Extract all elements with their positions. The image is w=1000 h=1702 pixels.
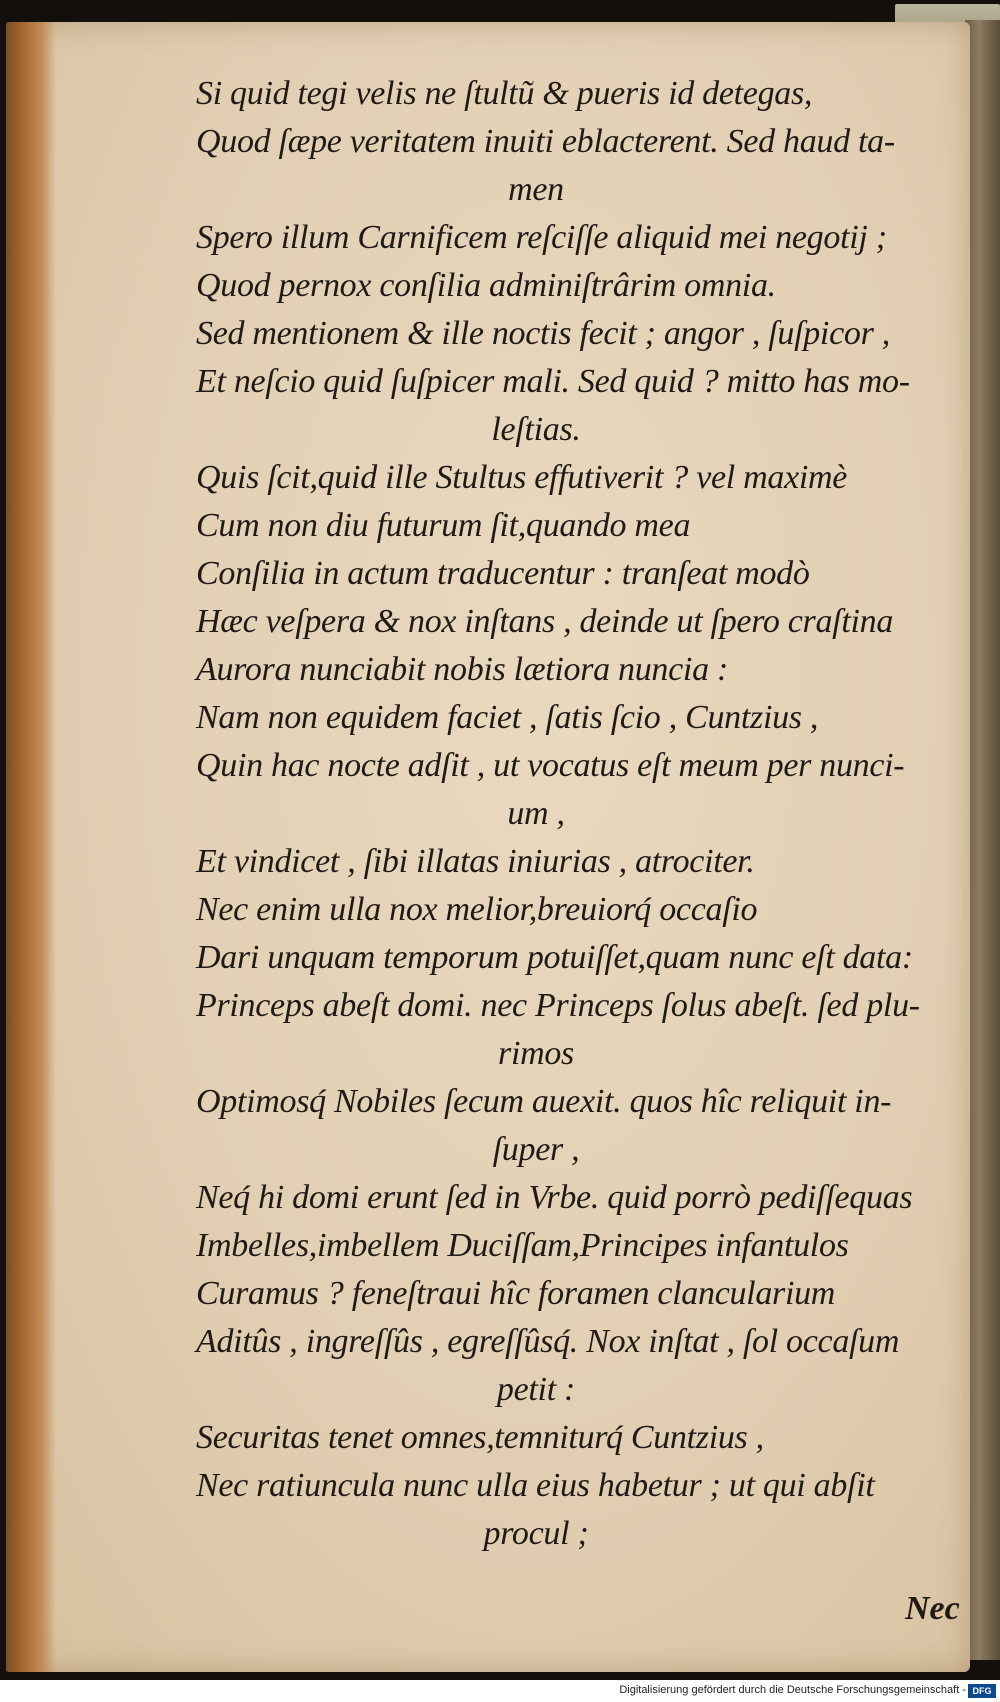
text-line: Quin hac nocte adſit , ut vocatus eſt meum per nunci- bbox=[196, 747, 905, 784]
footer-credit: Digitalisierung gefördert durch die Deutsche Forschungsgemeinschaft - bbox=[619, 1684, 966, 1696]
text-line: Si quid tegi velis ne ſtultũ & pueris id detegas, bbox=[196, 75, 813, 112]
text-line: leſtias. bbox=[491, 411, 581, 448]
text-line: Optimosq́ Nobiles ſecum auexit. quos hîc reliquit in- bbox=[196, 1083, 892, 1120]
text-line: ſuper , bbox=[492, 1131, 580, 1168]
text-line: Et neſcio quid ſuſpicer mali. Sed quid ? mitto has mo- bbox=[196, 363, 910, 400]
text-line: Nec ratiuncula nunc ulla eius habetur ; ut qui abſit bbox=[196, 1467, 875, 1504]
text-line: Et vindicet , ſibi illatas iniurias , atrociter. bbox=[196, 843, 755, 880]
text-line: Quis ſcit,quid ille Stultus effutiverit ? vel maximè bbox=[196, 459, 848, 496]
page-edges bbox=[965, 20, 1000, 1660]
text-line: procul ; bbox=[483, 1515, 589, 1552]
text-line: Sed mentionem & ille noctis fecit ; angor , ſuſpicor , bbox=[196, 315, 890, 352]
text-line: Securitas tenet omnes,temniturq́ Cuntzius , bbox=[196, 1419, 764, 1456]
text-line: Spero illum Carnificem reſciſſe aliquid mei negotij ; bbox=[196, 219, 887, 256]
text-line: Hæc veſpera & nox inſtans , deinde ut ſpero craſtina bbox=[196, 603, 894, 640]
text-line: Curamus ? feneſtraui hîc foramen clancularium bbox=[196, 1275, 836, 1312]
text-line: Quod ſæpe veritatem inuiti eblacterent. Sed haud ta- bbox=[196, 123, 895, 160]
text-line: Dari unquam temporum potuiſſet,quam nunc eſt data: bbox=[196, 939, 913, 976]
text-line: rimos bbox=[498, 1035, 574, 1072]
catchword: Nec bbox=[905, 1590, 960, 1627]
text-line: Conſilia in actum traducentur : tranſeat modò bbox=[196, 555, 810, 592]
text-line: Aurora nunciabit nobis lætiora nuncia : bbox=[196, 651, 728, 688]
text-line: Nam non equidem faciet , ſatis ſcio , Cuntzius , bbox=[196, 699, 819, 736]
poem-text bbox=[196, 70, 966, 1558]
text-line: Nec enim ulla nox melior,breuiorq́ occaſio bbox=[196, 891, 758, 928]
book-spine bbox=[6, 22, 56, 1672]
text-line: Quod pernox conſilia adminiſtrârim omnia. bbox=[196, 267, 776, 304]
text-line: Neq́ hi domi erunt ſed in Vrbe. quid porrò pediſſequas bbox=[196, 1179, 913, 1216]
text-line: Cum non diu futurum ſit,quando mea bbox=[196, 507, 691, 544]
text-line: Princeps abeſt domi. nec Princeps ſolus abeſt. ſed plu- bbox=[196, 987, 920, 1024]
text-line: petit : bbox=[496, 1371, 576, 1408]
text-line: Aditûs , ingreſſûs , egreſſûsq́. Nox inſtat , ſol occaſum bbox=[196, 1323, 900, 1360]
text-line: um , bbox=[507, 795, 565, 832]
text-line: Imbelles,imbellem Duciſſam,Principes infantulos bbox=[196, 1227, 849, 1264]
text-line: men bbox=[508, 171, 564, 208]
dfg-logo-icon: DFG bbox=[968, 1684, 996, 1698]
